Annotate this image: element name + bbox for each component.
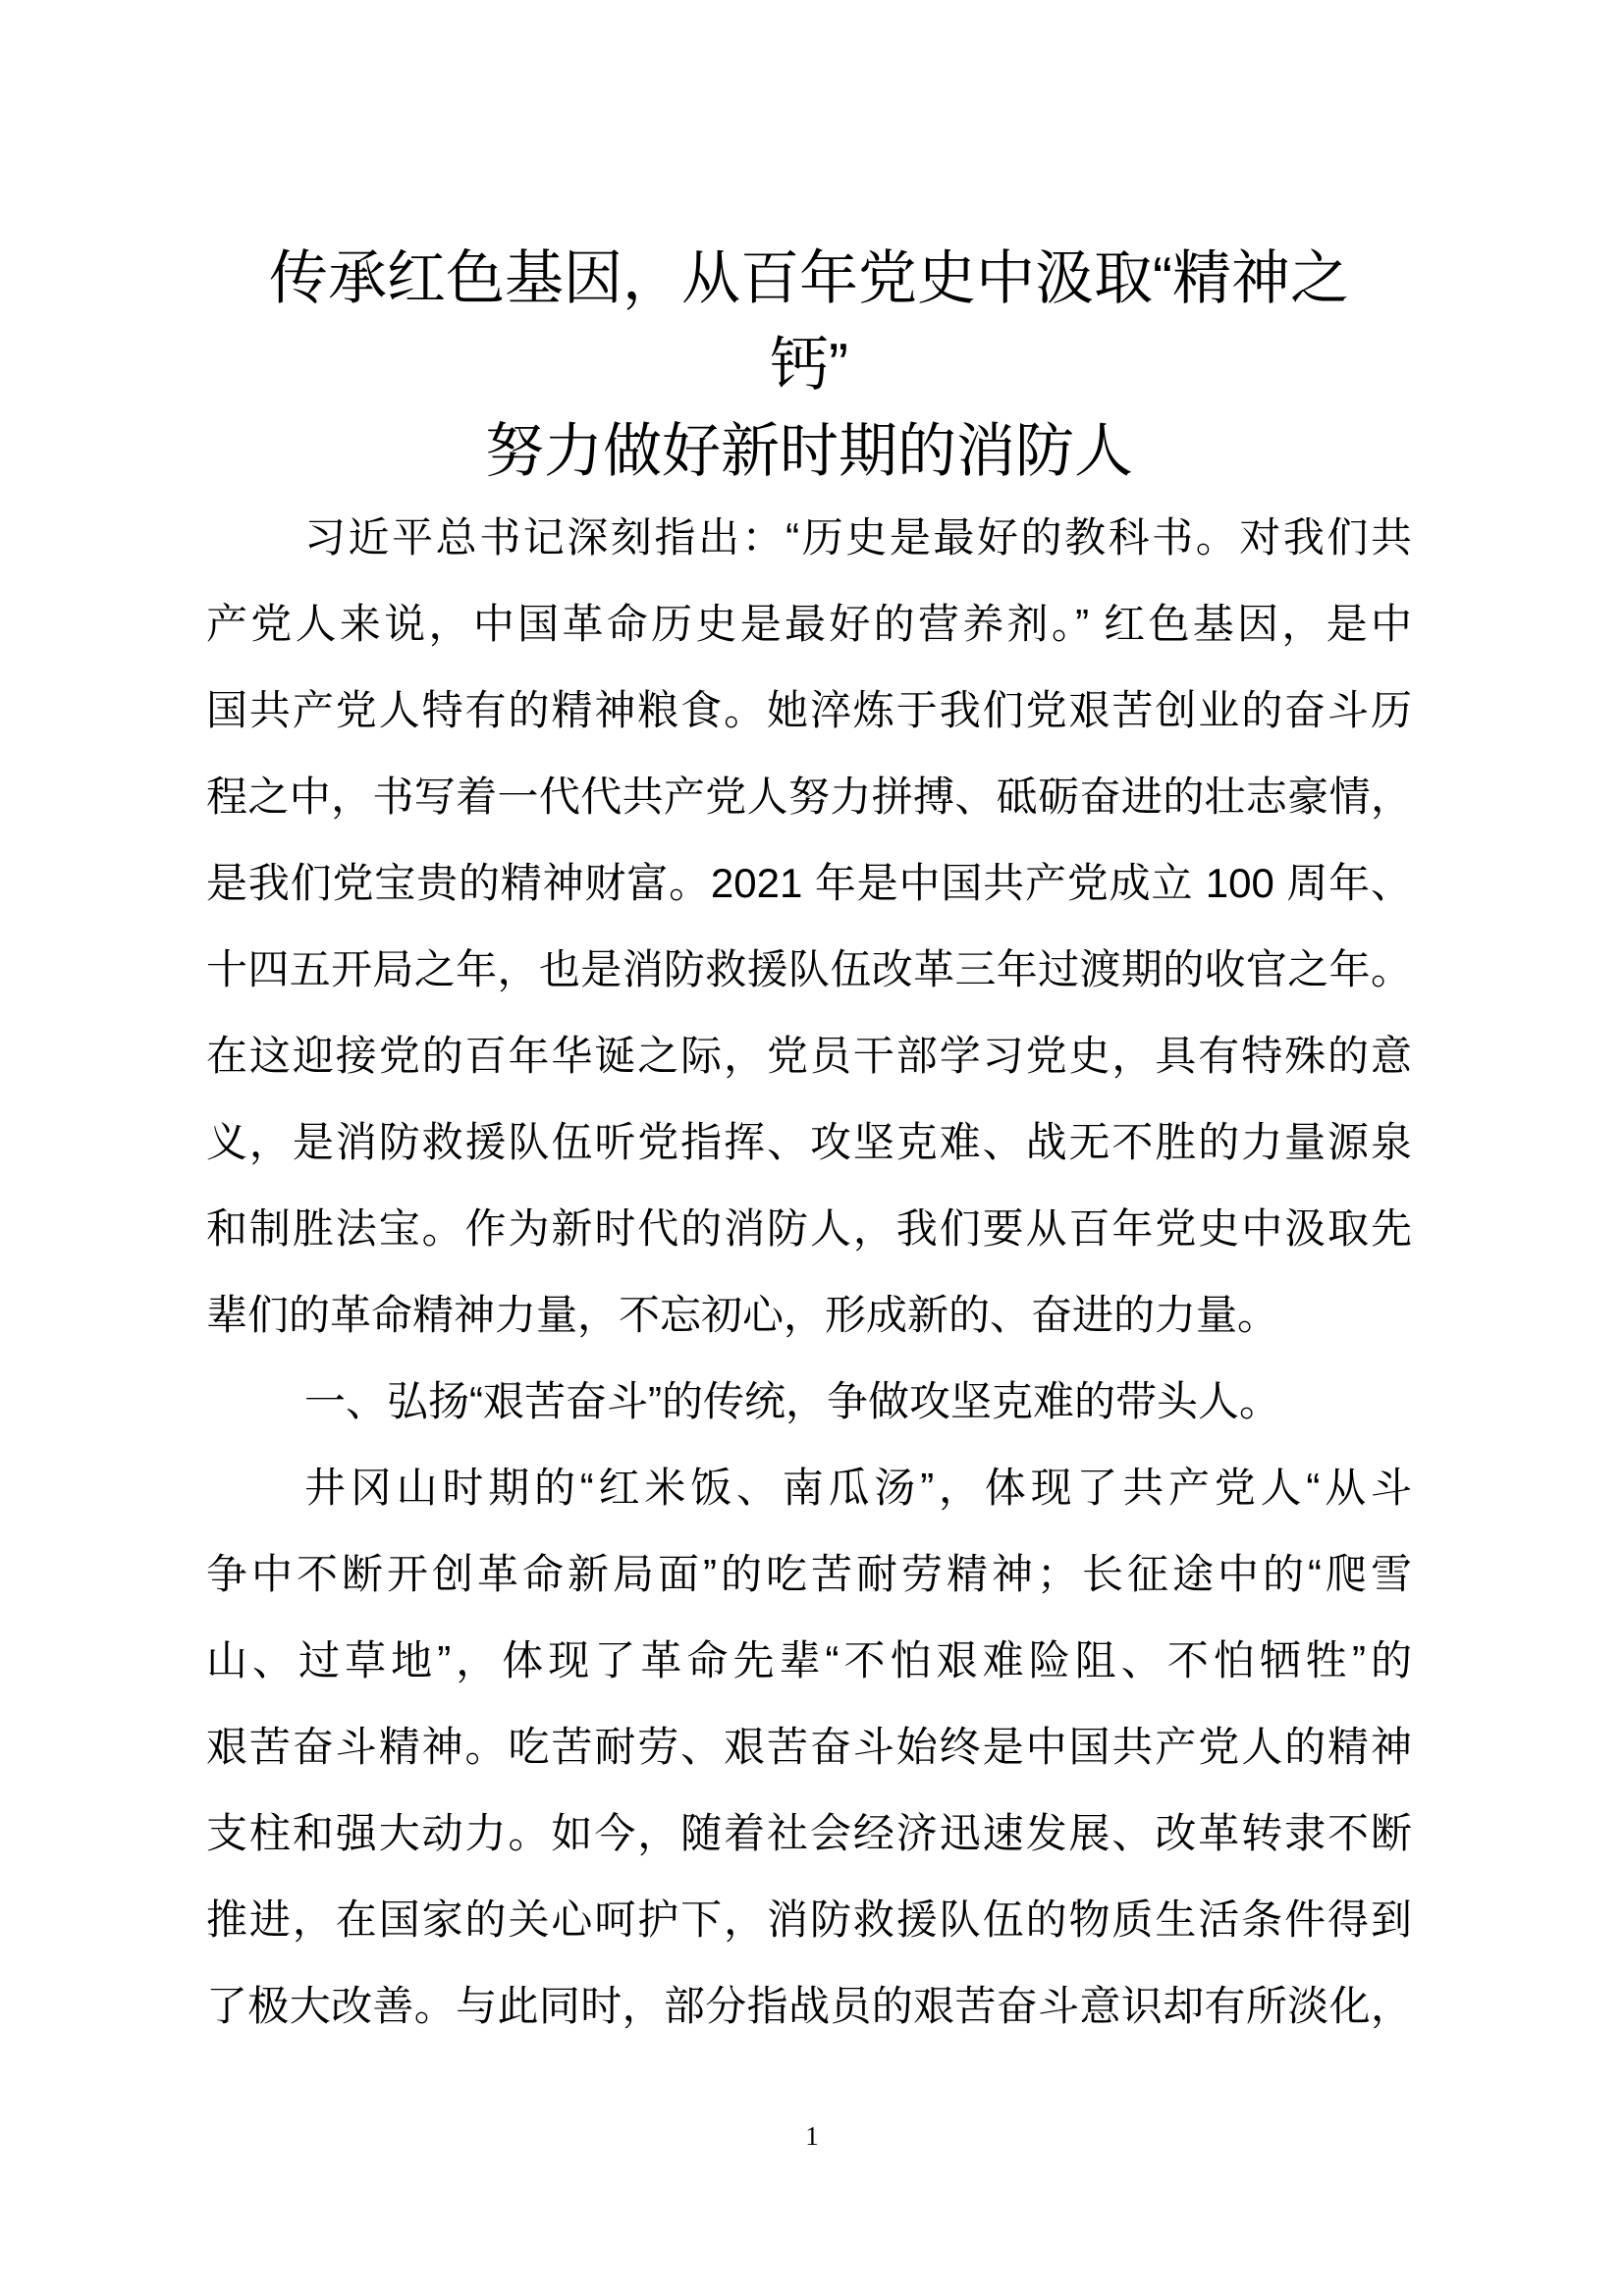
body-line: 井冈山时期的“红米饭、南瓜汤”，体现了共产党人“从斗 (304, 1465, 1412, 1511)
body-line: 和制胜法宝。作为新时代的消防人，我们要从百年党史中汲取先 (206, 1205, 1412, 1252)
body-line: 产党人来说，中国革命历史是最好的营养剂。” 红色基因，是中 (206, 601, 1412, 647)
body-line: 习近平总书记深刻指出：“历史是最好的教科书。对我们共 (304, 514, 1412, 561)
title-line: 努力做好新时期的消防人 (485, 418, 1133, 484)
body-line: 一、弘扬“艰苦奋斗”的传统，争做攻坚克难的带头人。 (304, 1378, 1280, 1424)
page-number: 1 (805, 2121, 819, 2151)
body-line: 推进，在国家的关心呵护下，消防救援队伍的物质生活条件得到 (206, 1896, 1412, 1943)
title-line: 传承红色基因，从百年党史中汲取“精神之 (269, 245, 1349, 311)
body-line: 国共产党人特有的精神粮食。她淬炼于我们党艰苦创业的奋斗历 (206, 687, 1412, 733)
body-line: 是我们党宝贵的精神财富。2021 年是中国共产党成立 100 周年、 (206, 860, 1412, 906)
body-line: 十四五开局之年，也是消防救援队伍改革三年过渡期的收官之年。 (206, 946, 1412, 992)
body-line: 辈们的革命精神力量，不忘初心，形成新的、奋进的力量。 (206, 1292, 1279, 1338)
body-line: 山、过草地”，体现了革命先辈“不怕艰难险阻、不怕牺牲”的 (206, 1637, 1412, 1683)
body-line: 艰苦奋斗精神。吃苦耐劳、艰苦奋斗始终是中国共产党人的精神 (206, 1724, 1412, 1770)
title-line: 钙” (770, 332, 848, 398)
document-title (206, 236, 1412, 495)
body-line: 争中不断开创革命新局面”的吃苦耐劳精神；长征途中的“爬雪 (206, 1551, 1412, 1597)
document-body (206, 495, 1412, 2050)
document-content (206, 236, 1412, 2050)
body-line: 支柱和强大动力。如今，随着社会经济迅速发展、改革转隶不断 (206, 1810, 1412, 1856)
body-line: 在这迎接党的百年华诞之际，党员干部学习党史，具有特殊的意 (206, 1033, 1412, 1079)
body-line: 程之中，书写着一代代共产党人努力拼搏、砥砺奋进的壮志豪情， (206, 774, 1412, 820)
body-line: 了极大改善。与此同时，部分指战员的艰苦奋斗意识却有所淡化， (206, 1983, 1412, 2029)
body-line: 义，是消防救援队伍听党指挥、攻坚克难、战无不胜的力量源泉 (206, 1119, 1412, 1165)
